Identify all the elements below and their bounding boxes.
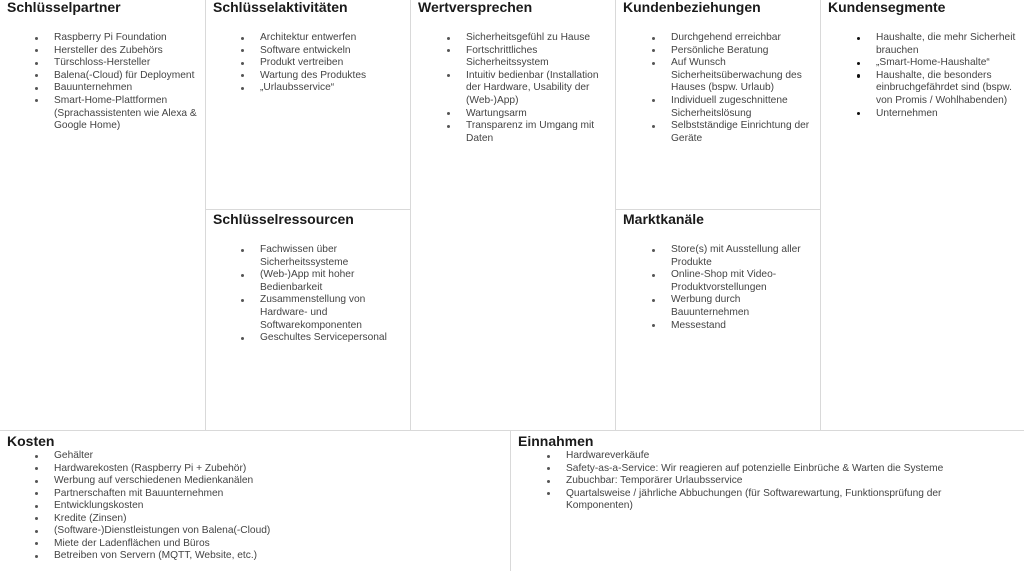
key-resource-item: (Web-)App mit hoher Bedienbarkeit	[260, 269, 400, 294]
cost-item: Entwicklungskosten	[54, 500, 494, 513]
key-resources-title: Schlüsselressourcen	[213, 211, 354, 227]
key-partner-item: Raspberry Pi Foundation	[54, 32, 199, 45]
key-partner-item: Hersteller des Zubehörs	[54, 45, 199, 58]
customer-segment-item: Unternehmen	[876, 108, 1021, 121]
value-proposition-item: Transparenz im Umgang mit Daten	[466, 120, 608, 145]
key-partner-item: Türschloss-Hersteller	[54, 57, 199, 70]
customer-relationship-item: Selbstständige Einrichtung der Geräte	[671, 120, 818, 145]
channels-block	[615, 209, 820, 430]
cost-structure-block	[0, 430, 510, 571]
cost-item: (Software-)Dienstleistungen von Balena(-Cloud)	[54, 525, 494, 538]
revenue-streams-block	[510, 430, 1024, 571]
customer-relationship-item: Individuell zugeschnittene Sicherheitslösung	[671, 95, 818, 120]
value-propositions-title: Wertversprechen	[418, 0, 533, 15]
value-proposition-item: Intuitiv bedienbar (Installation der Hardware, Usability der (Web-)App)	[466, 70, 608, 108]
customer-segments-title: Kundensegmente	[828, 0, 946, 15]
cost-item: Gehälter	[54, 450, 494, 463]
key-partner-item: Balena(-Cloud) für Deployment	[54, 70, 199, 83]
cost-item: Kredite (Zinsen)	[54, 513, 494, 526]
revenue-streams-list	[566, 450, 971, 513]
key-partners-block	[0, 0, 205, 430]
customer-relationship-item: Persönliche Beratung	[671, 45, 818, 58]
channel-item: Messestand	[671, 320, 814, 333]
revenue-item: Zubuchbar: Temporärer Urlaubsservice	[566, 475, 971, 488]
customer-relationships-list	[671, 32, 818, 145]
key-activity-item: Produkt vertreiben	[260, 57, 400, 70]
customer-segment-item: Haushalte, die mehr Sicherheit brauchen	[876, 32, 1021, 57]
revenue-item: Quartalsweise / jährliche Abbuchungen (für Softwarewartung, Funktionsprüfung der Komponenten)	[566, 488, 971, 513]
key-partners-title: Schlüsselpartner	[7, 0, 121, 15]
key-resource-item: Zusammenstellung von Hardware- und Softwarekomponenten	[260, 294, 400, 332]
customer-relationships-title: Kundenbeziehungen	[623, 0, 761, 15]
key-activities-list	[260, 32, 400, 95]
cost-structure-title: Kosten	[7, 433, 55, 449]
key-partners-list	[54, 32, 199, 133]
key-activity-item: „Urlaubsservice“	[260, 82, 400, 95]
cost-item: Hardwarekosten (Raspberry Pi + Zubehör)	[54, 463, 494, 476]
key-activities-title: Schlüsselaktivitäten	[213, 0, 348, 15]
customer-segments-list	[876, 32, 1021, 120]
value-proposition-item: Sicherheitsgefühl zu Hause	[466, 32, 608, 45]
channel-item: Online-Shop mit Video-Produktvorstellungen	[671, 269, 814, 294]
customer-relationships-block	[615, 0, 820, 209]
key-activity-item: Architektur entwerfen	[260, 32, 400, 45]
customer-segments-block	[820, 0, 1024, 430]
value-proposition-item: Fortschrittliches Sicherheitssystem	[466, 45, 608, 70]
channels-list	[671, 244, 814, 332]
cost-item: Partnerschaften mit Bauunternehmen	[54, 488, 494, 501]
revenue-item: Safety-as-a-Service: Wir reagieren auf potenzielle Einbrüche & Warten die Systeme	[566, 463, 971, 476]
channels-title: Marktkanäle	[623, 211, 704, 227]
cost-item: Miete der Ladenflächen und Büros	[54, 538, 494, 551]
cost-item: Werbung auf verschiedenen Medienkanälen	[54, 475, 494, 488]
key-resource-item: Fachwissen über Sicherheitssysteme	[260, 244, 400, 269]
customer-segment-item: Haushalte, die besonders einbruchgefährdet sind (bspw. von Promis / Wohlhabenden)	[876, 70, 1021, 108]
key-partner-item: Bauunternehmen	[54, 82, 199, 95]
value-propositions-list	[466, 32, 608, 145]
customer-relationship-item: Durchgehend erreichbar	[671, 32, 818, 45]
channel-item: Store(s) mit Ausstellung aller Produkte	[671, 244, 814, 269]
key-activities-block	[205, 0, 410, 209]
key-resource-item: Geschultes Servicepersonal	[260, 332, 400, 345]
key-partner-item: Smart-Home-Plattformen (Sprachassistenten wie Alexa & Google Home)	[54, 95, 199, 133]
cost-item: Betreiben von Servern (MQTT, Website, etc.)	[54, 550, 494, 563]
revenue-streams-title: Einnahmen	[518, 433, 594, 449]
channel-item: Werbung durch Bauunternehmen	[671, 294, 814, 319]
key-resources-block	[205, 209, 410, 430]
revenue-item: Hardwareverkäufe	[566, 450, 971, 463]
value-propositions-block	[410, 0, 615, 430]
customer-relationship-item: Auf Wunsch Sicherheitsüberwachung des Hauses (bspw. Urlaub)	[671, 57, 818, 95]
value-proposition-item: Wartungsarm	[466, 108, 608, 121]
key-activity-item: Wartung des Produktes	[260, 70, 400, 83]
key-activity-item: Software entwickeln	[260, 45, 400, 58]
key-resources-list	[260, 244, 400, 345]
customer-segment-item: „Smart-Home-Haushalte“	[876, 57, 1021, 70]
cost-structure-list	[54, 450, 494, 563]
